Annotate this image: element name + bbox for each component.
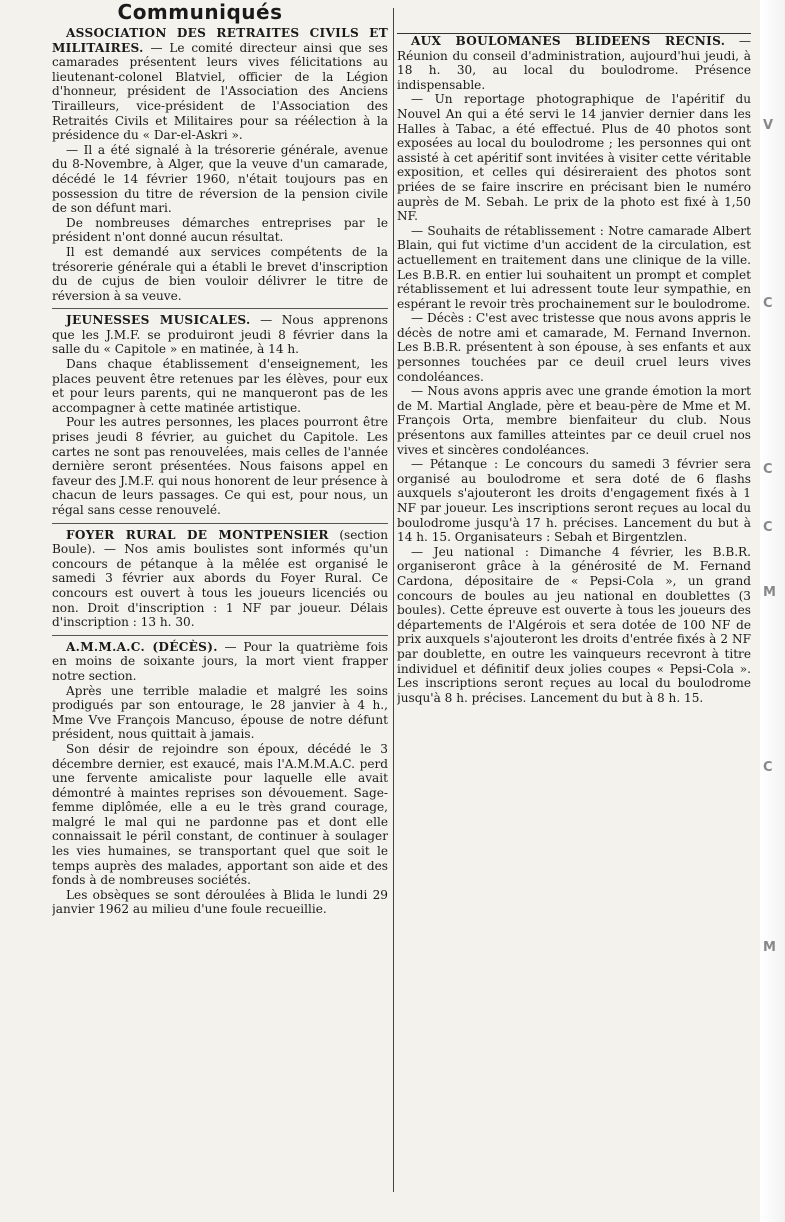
article-paragraph: (section Boule). — Nos amis boulistes sont informés qu'un concours de pétanque à la mêlée est organisé le samedi 3 février aux abords du Foyer Rural. Ce concours est ouvert à tous les joueurs licenciés ou non. Droit d'inscription : 1 NF par joueur. Délais d'inscription : 13 h. 30. [52,527,388,630]
article-paragraph: — Souhaits de rétablissement : Notre camarade Albert Blain, qui fut victime d'un accident de la circulation, est actuellement en traitement dans une clinique de la ville. Les B.B.R. en entier lui souhaitent un prompt et complet rétablissement et lui adressent toute leur sympathie, en espérant le revoir très prochainement sur le boulodrome. [397,223,751,311]
article-heading: ASSOCIATION DES RETRAITES CIVILS ET MILITAIRES. [52,26,388,55]
edge-fragment: V [763,118,774,133]
article-paragraph: — Le comité directeur ainsi que ses camarades présentent leurs vives félicitations au lieutenant-colonel Blatviel, officier de la Légion d'honneur, président de l'Association des Anciens Tirailleurs, vice-président de l'Association des Retraités Civils et Militaires pour sa réélection à la présidence du « Dar-el-Askri ». [52,40,388,143]
adjacent-page-edge [760,0,785,1222]
article-paragraph: — Nous avons appris avec une grande émotion la mort de M. Martial Anglade, père et beau-père de Mme et M. François Orta, membre bienfaiteur du club. Nous présentons aux familles atteintes par ce deuil cruel nos vives et sincères condoléances. [397,384,751,457]
article-paragraph: Pour les autres personnes, les places pourront être prises jeudi 8 février, au guichet du Capitole. Les cartes ne sont pas renouvelées, mais celles de l'année dernière seront présentées. Nous faisons appel en faveur des J.M.F. qui nous honorent de leur présence à chacun de leurs passages. Ce qui est, pour nous, un régal sans cesse renouvelé. [52,415,388,517]
page-title: Communiqués [117,0,283,24]
article-paragraph: — Un reportage photographique de l'apéritif du Nouvel An qui a été servi le 14 janvier dernier dans les Halles à Tabac, a été effectué. Plus de 40 photos sont exposées au local du boulodrome ; les personnes qui ont assisté à cet apéritif sont invitées à visiter cette véritable exposition, et celles qui désireraient des photos sont priées de se faire inscrire en précisant bien le numéro auprès de M. Sebah. Le prix de la photo est fixé à 1,50 NF. [397,92,751,224]
article-paragraph: Après une terrible maladie et malgré les soins prodigués par son entourage, le 28 janvier à 4 h., Mme Vve François Mancuso, épouse de notre défunt président, nous quittait à jamais. [52,683,388,742]
article-paragraph: Les obsèques se sont déroulées à Blida le lundi 29 janvier 1962 au milieu d'une foule recueillie. [52,887,388,917]
article-paragraph: — Pour la quatrième fois en moins de soixante jours, la mort vient frapper notre section. [52,639,388,683]
article-association-retraites [52,26,388,303]
article-paragraph: — Pétanque : Le concours du samedi 3 février sera organisé au boulodrome et sera doté de 6 flashs auxquels s'ajouteront les droits d'engagement fixés à 1 NF par joueur. Les inscriptions seront reçues au local du boulodrome jusqu'à 17 h. précises. Lancement du but à 14 h. 15. Organisateurs : Sebah et Birgentzlen. [397,457,751,545]
article-paragraph: — Réunion du conseil d'administration, aujourd'hui jeudi, à 18 h. 30, au local du boulodrome. Présence indispensable. [397,34,751,92]
edge-fragment: M [763,940,776,955]
article-paragraph: — Décès : C'est avec tristesse que nous avons appris le décès de notre ami et camarade, M. Fernand Invernon. Les B.B.R. présentent à son épouse, à ses enfants et aux personnes touchées par ce deuil cruel leurs vives condoléances. [397,311,751,384]
edge-fragment: C [763,760,773,775]
article-jeunesses-musicales [52,313,388,517]
article-heading: AUX BOULOMANES BLIDEENS RECNIS. [411,34,726,48]
section-divider [52,523,388,524]
article-ammac [52,640,388,917]
right-column [397,34,751,1214]
section-divider [52,308,388,309]
article-boulomanes-blideens [397,34,751,705]
article-heading: A.M.M.A.C. (DÉCÈS). [66,639,218,654]
article-heading: JEUNESSES MUSICALES. [66,313,251,328]
article-paragraph: Son désir de rejoindre son époux, décédé le 3 décembre dernier, est exaucé, mais l'A.M.M.A.C. perd une fervente amicaliste pour laquelle elle avait démontré à maintes reprises son dévouement. Sage-femme diplômée, elle a eu le très grand courage, malgré le mal qui ne pardonne pas et dont elle connaissait le péril constant, de continuer à soulager les vies humaines, se transportant quel que soit le temps auprès des malades, apportant son aide et des fonds à de nombreuses sociétés. [52,741,388,888]
left-column [52,26,388,1214]
article-foyer-rural [52,528,388,630]
article-paragraph: De nombreuses démarches entreprises par le président n'ont donné aucun résultat. [52,215,388,245]
article-heading: FOYER RURAL DE MONTPENSIER [66,527,329,542]
edge-fragment: M [763,585,776,600]
article-paragraph: — Il a été signalé à la trésorerie générale, avenue du 8-Novembre, à Alger, que la veuve d'un camarade, décédé le 14 février 1960, n'était toujours pas en possession du titre de réversion de la pension civile de son défunt mari. [52,142,388,216]
article-paragraph: — Nous apprenons que les J.M.F. se produiront jeudi 8 février dans la salle du « Capitole » en matinée, à 14 h. [52,313,388,357]
article-paragraph: Dans chaque établissement d'enseignement, les places peuvent être retenues par les élèves, pour eux et pour leurs parents, qui ne manqueront pas de les accompagner à cette matinée artistique. [52,357,388,415]
article-paragraph: Il est demandé aux services compétents de la trésorerie générale qui a établi le brevet d'inscription du de cujus de bien vouloir délivrer le titre de réversion à sa veuve. [52,244,388,303]
edge-fragment: C [763,520,773,535]
section-divider [52,635,388,636]
article-paragraph: — Jeu national : Dimanche 4 février, les B.B.R. organiseront grâce à la générosité de M. Fernand Cardona, dépositaire de « Pepsi-Cola », un grand concours de boules au jeu national en doublettes (3 boules). Cette épreuve est ouverte à tous les joueurs des départements de l'Algérois et sera dotée de 100 NF de prix auxquels s'ajouteront les droits d'entrée fixés à 2 NF par doublette, en outre les vainqueurs recevront à titre individuel et définitif deux jolies coupes « Pepsi-Cola ». Les inscriptions seront reçues au local du boulodrome jusqu'à 8 h. précises. Lancement du but à 8 h. 15. [397,544,751,705]
edge-fragment: C [763,296,773,311]
edge-fragment: C [763,462,773,477]
column-divider [393,8,394,1192]
